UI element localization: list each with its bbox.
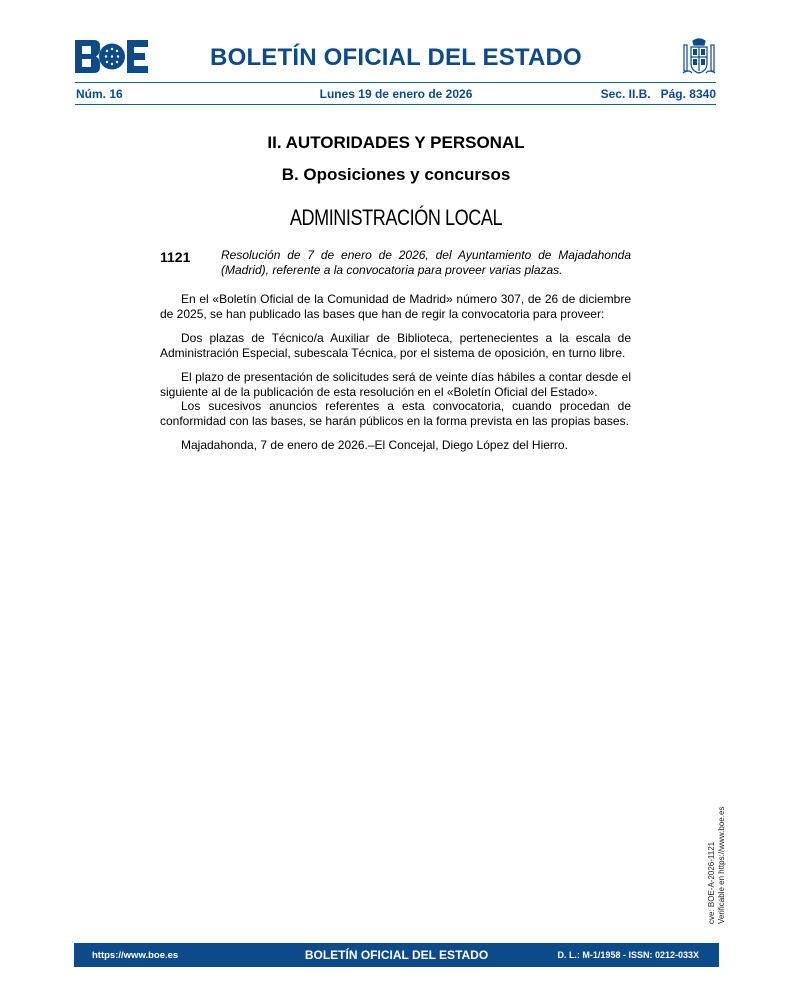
header-title: BOLETÍN OFICIAL DEL ESTADO [210,44,582,71]
footer-legal: D. L.: M-1/1958 - ISSN: 0212-033X [557,950,699,960]
paragraph-2: Dos plazas de Técnico/a Auxiliar de Biblioteca, pertenecientes a la escala de Administración Especial, subescala Técnica, por el sistema de oposición, en turno libre. [160,331,631,360]
issue-date: Lunes 19 de enero de 2026 [319,87,473,101]
footer-url[interactable]: https://www.boe.es [92,950,179,961]
entry-number: 1121 [160,249,191,265]
verification-url: Verificable en https://www.boe.es [717,806,726,924]
section-page: Sec. II.B. Pág. 8340 [600,87,716,101]
paragraph-1: En el «Boletín Oficial de la Comunidad de Madrid» número 307, de 26 de diciembre de 2025, se han publicado las bases que han de regir la convocatoria para proveer: [160,292,631,321]
entry-title: Resolución de 7 de enero de 2026, del Ayuntamiento de Majadahonda (Madrid), referente a la convocatoria para proveer varias plazas. [221,248,631,277]
paragraph-4: Los sucesivos anuncios referentes a esta convocatoria, cuando procedan de conformidad con las bases, se harán públicos en la forma prevista en las propias bases. [160,399,631,428]
header-rule-top [75,82,716,83]
footer-bar [74,943,719,967]
subsection-title: B. Oposiciones y concursos [281,165,511,184]
paragraph-3: El plazo de presentación de solicitudes será de veinte días hábiles a contar desde el siguiente al de la publicación de esta resolución en el «Boletín Oficial del Estado». [160,370,631,399]
body-text [160,292,631,463]
signature: Majadahonda, 7 de enero de 2026.–El Concejal, Diego López del Hierro. [181,438,568,452]
header-rule-bottom [75,104,716,105]
issue-number: Núm. 16 [76,87,123,101]
administration-title: ADMINISTRACIÓN LOCAL [289,205,503,230]
section-title: II. AUTORIDADES Y PERSONAL [267,133,525,152]
footer-title: BOLETÍN OFICIAL DEL ESTADO [304,948,489,962]
verification-note [707,794,727,924]
cve-code: cve: BOE-A-2026-1121 [707,841,716,924]
coat-of-arms-icon [681,37,717,77]
